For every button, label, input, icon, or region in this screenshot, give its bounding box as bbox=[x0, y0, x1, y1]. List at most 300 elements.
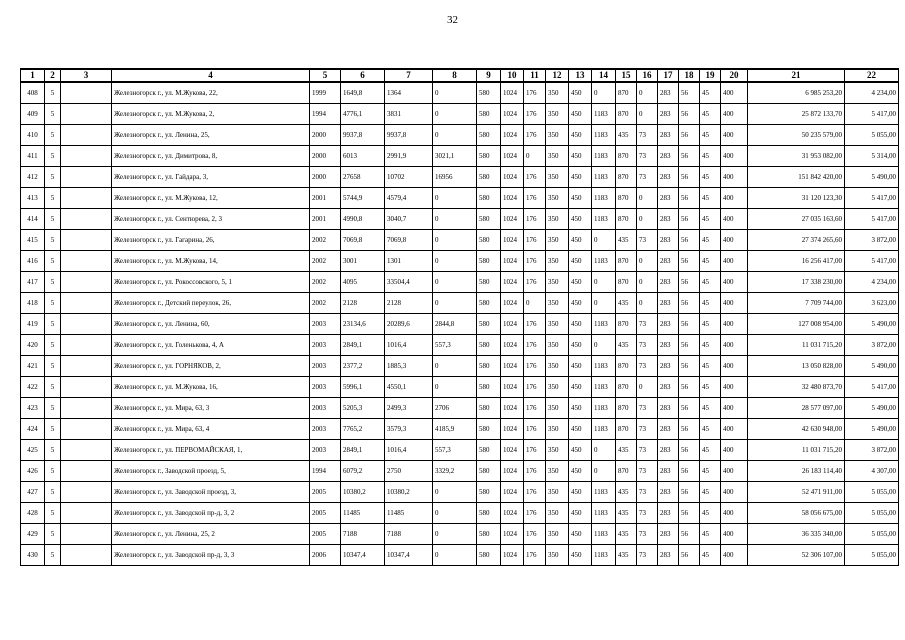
table-row bbox=[21, 125, 899, 146]
table-cell: 20289,6 bbox=[385, 314, 433, 335]
table-cell: 58 056 675,00 bbox=[748, 503, 845, 524]
table-cell: 5 417,00 bbox=[845, 188, 899, 209]
address-cell: Железногорск г., ул. Гагарина, 26, bbox=[112, 230, 310, 251]
table-cell: 0 bbox=[433, 188, 477, 209]
table-cell: 45 bbox=[700, 167, 721, 188]
table-cell bbox=[61, 545, 112, 566]
table-cell: 2005 bbox=[310, 503, 341, 524]
table-cell: 408 bbox=[21, 82, 45, 104]
table-cell bbox=[61, 272, 112, 293]
table-cell: 400 bbox=[721, 377, 748, 398]
table-cell: 870 bbox=[616, 398, 637, 419]
table-cell: 283 bbox=[658, 230, 679, 251]
address-cell: Железногорск г., ул. М.Жукова, 2, bbox=[112, 104, 310, 125]
table-cell: 1024 bbox=[501, 272, 524, 293]
table-cell: 400 bbox=[721, 209, 748, 230]
table-cell: 5 055,00 bbox=[845, 545, 899, 566]
column-header-10: 10 bbox=[501, 69, 524, 82]
table-row bbox=[21, 461, 899, 482]
table-cell: 424 bbox=[21, 419, 45, 440]
column-header-17: 17 bbox=[658, 69, 679, 82]
table-cell: 283 bbox=[658, 524, 679, 545]
table-cell: 400 bbox=[721, 125, 748, 146]
table-cell: 56 bbox=[679, 167, 700, 188]
table-row bbox=[21, 209, 899, 230]
table-cell: 283 bbox=[658, 167, 679, 188]
table-cell: 0 bbox=[433, 209, 477, 230]
table-cell: 425 bbox=[21, 440, 45, 461]
table-cell: 5 055,00 bbox=[845, 125, 899, 146]
table-cell: 5 bbox=[45, 314, 61, 335]
table-cell: 45 bbox=[700, 188, 721, 209]
table-cell bbox=[61, 503, 112, 524]
table-cell: 32 480 873,70 bbox=[748, 377, 845, 398]
table-cell: 5 bbox=[45, 524, 61, 545]
table-cell: 435 bbox=[616, 524, 637, 545]
register-table bbox=[20, 68, 899, 566]
table-row bbox=[21, 335, 899, 356]
table-cell: 0 bbox=[592, 272, 616, 293]
table-cell: 56 bbox=[679, 125, 700, 146]
table-cell: 10380,2 bbox=[385, 482, 433, 503]
table-cell: 2000 bbox=[310, 125, 341, 146]
table-cell: 283 bbox=[658, 398, 679, 419]
address-cell: Железногорск г., ул. Гайдара, 3, bbox=[112, 167, 310, 188]
table-cell: 5 314,00 bbox=[845, 146, 899, 167]
table-cell: 5 bbox=[45, 125, 61, 146]
table-cell: 283 bbox=[658, 82, 679, 104]
table-cell: 3021,1 bbox=[433, 146, 477, 167]
table-cell: 13 050 828,00 bbox=[748, 356, 845, 377]
table-cell: 5 417,00 bbox=[845, 377, 899, 398]
table-cell: 4776,1 bbox=[341, 104, 385, 125]
table-cell: 0 bbox=[433, 356, 477, 377]
table-cell: 7069,8 bbox=[341, 230, 385, 251]
table-cell: 45 bbox=[700, 272, 721, 293]
table-cell: 1024 bbox=[501, 209, 524, 230]
table-cell: 423 bbox=[21, 398, 45, 419]
column-header-22: 22 bbox=[845, 69, 899, 82]
table-cell: 27658 bbox=[341, 167, 385, 188]
header-row bbox=[21, 69, 899, 82]
table-cell: 176 bbox=[524, 356, 546, 377]
table-cell: 400 bbox=[721, 419, 748, 440]
table-cell: 45 bbox=[700, 209, 721, 230]
table-cell: 6013 bbox=[341, 146, 385, 167]
table-cell: 2003 bbox=[310, 314, 341, 335]
table-cell: 450 bbox=[569, 125, 592, 146]
table-cell: 0 bbox=[592, 440, 616, 461]
table-cell: 2003 bbox=[310, 398, 341, 419]
table-cell: 350 bbox=[546, 82, 569, 104]
table-row bbox=[21, 293, 899, 314]
column-header-15: 15 bbox=[616, 69, 637, 82]
table-cell: 400 bbox=[721, 146, 748, 167]
table-cell: 45 bbox=[700, 356, 721, 377]
table-cell: 11 031 715,20 bbox=[748, 335, 845, 356]
table-cell: 580 bbox=[477, 356, 501, 377]
table-cell: 73 bbox=[637, 503, 658, 524]
table-cell: 580 bbox=[477, 272, 501, 293]
table-cell: 1301 bbox=[385, 251, 433, 272]
table-cell: 283 bbox=[658, 545, 679, 566]
table-cell: 56 bbox=[679, 440, 700, 461]
table-cell: 450 bbox=[569, 230, 592, 251]
table-cell: 435 bbox=[616, 230, 637, 251]
table-cell: 2003 bbox=[310, 335, 341, 356]
table-cell: 870 bbox=[616, 356, 637, 377]
table-cell: 5 417,00 bbox=[845, 209, 899, 230]
table-cell: 5 055,00 bbox=[845, 503, 899, 524]
table-cell: 400 bbox=[721, 188, 748, 209]
table-cell: 4579,4 bbox=[385, 188, 433, 209]
table-cell: 45 bbox=[700, 377, 721, 398]
table-cell: 450 bbox=[569, 377, 592, 398]
table-cell: 415 bbox=[21, 230, 45, 251]
table-row bbox=[21, 314, 899, 335]
table-cell: 0 bbox=[433, 82, 477, 104]
table-cell: 580 bbox=[477, 188, 501, 209]
table-cell: 1994 bbox=[310, 461, 341, 482]
table-cell: 413 bbox=[21, 188, 45, 209]
table-cell: 580 bbox=[477, 104, 501, 125]
table-cell: 580 bbox=[477, 314, 501, 335]
table-cell: 0 bbox=[637, 293, 658, 314]
table-cell: 350 bbox=[546, 314, 569, 335]
table-cell: 9937,8 bbox=[385, 125, 433, 146]
table-row bbox=[21, 482, 899, 503]
table-cell: 73 bbox=[637, 314, 658, 335]
table-row bbox=[21, 104, 899, 125]
table-cell bbox=[61, 461, 112, 482]
table-cell: 5205,3 bbox=[341, 398, 385, 419]
table-row bbox=[21, 146, 899, 167]
table-cell: 283 bbox=[658, 293, 679, 314]
table-cell: 10347,4 bbox=[341, 545, 385, 566]
table-cell: 350 bbox=[546, 482, 569, 503]
column-header-5: 5 bbox=[310, 69, 341, 82]
table-cell: 73 bbox=[637, 419, 658, 440]
table-cell: 283 bbox=[658, 188, 679, 209]
table-cell: 0 bbox=[433, 377, 477, 398]
table-cell: 414 bbox=[21, 209, 45, 230]
table-cell: 1024 bbox=[501, 398, 524, 419]
table-cell: 2005 bbox=[310, 482, 341, 503]
table-cell bbox=[61, 188, 112, 209]
table-cell: 580 bbox=[477, 167, 501, 188]
table-cell: 45 bbox=[700, 398, 721, 419]
table-cell: 2002 bbox=[310, 251, 341, 272]
table-cell: 73 bbox=[637, 524, 658, 545]
table-cell bbox=[61, 209, 112, 230]
table-cell: 16956 bbox=[433, 167, 477, 188]
address-cell: Железногорск г., ул. Димитрова, 8, bbox=[112, 146, 310, 167]
table-cell: 400 bbox=[721, 82, 748, 104]
table-cell: 73 bbox=[637, 230, 658, 251]
table-cell: 56 bbox=[679, 524, 700, 545]
table-cell: 450 bbox=[569, 272, 592, 293]
table-cell: 176 bbox=[524, 398, 546, 419]
table-cell: 1999 bbox=[310, 82, 341, 104]
table-cell: 56 bbox=[679, 335, 700, 356]
table-cell: 73 bbox=[637, 545, 658, 566]
table-cell: 283 bbox=[658, 356, 679, 377]
table-cell: 1016,4 bbox=[385, 440, 433, 461]
table-cell: 450 bbox=[569, 545, 592, 566]
table-cell: 2001 bbox=[310, 209, 341, 230]
table-cell bbox=[61, 82, 112, 104]
table-cell: 350 bbox=[546, 167, 569, 188]
table-cell: 2377,2 bbox=[341, 356, 385, 377]
table-cell: 283 bbox=[658, 461, 679, 482]
column-header-18: 18 bbox=[679, 69, 700, 82]
table-cell: 73 bbox=[637, 440, 658, 461]
table-cell: 1024 bbox=[501, 461, 524, 482]
table-cell: 350 bbox=[546, 125, 569, 146]
table-cell: 400 bbox=[721, 356, 748, 377]
table-cell: 428 bbox=[21, 503, 45, 524]
table-cell: 56 bbox=[679, 503, 700, 524]
table-cell: 0 bbox=[433, 125, 477, 146]
address-cell: Железногорск г., ул. Голенькова, 4, А bbox=[112, 335, 310, 356]
table-cell: 1024 bbox=[501, 377, 524, 398]
table-cell: 1183 bbox=[592, 377, 616, 398]
table-cell bbox=[61, 482, 112, 503]
table-cell: 1649,8 bbox=[341, 82, 385, 104]
table-cell: 5 bbox=[45, 356, 61, 377]
table-cell: 5 490,00 bbox=[845, 356, 899, 377]
table-cell: 400 bbox=[721, 230, 748, 251]
table-cell: 176 bbox=[524, 461, 546, 482]
table-cell: 5 bbox=[45, 272, 61, 293]
table-cell: 2844,8 bbox=[433, 314, 477, 335]
table-cell: 4 234,00 bbox=[845, 82, 899, 104]
table-row bbox=[21, 167, 899, 188]
table-cell: 350 bbox=[546, 545, 569, 566]
table-cell: 283 bbox=[658, 272, 679, 293]
table-cell: 0 bbox=[433, 524, 477, 545]
table-cell: 0 bbox=[433, 545, 477, 566]
table-cell: 400 bbox=[721, 461, 748, 482]
table-cell: 400 bbox=[721, 398, 748, 419]
table-cell: 870 bbox=[616, 461, 637, 482]
table-cell: 870 bbox=[616, 272, 637, 293]
table-cell: 73 bbox=[637, 398, 658, 419]
table-cell: 2002 bbox=[310, 272, 341, 293]
table-cell: 1024 bbox=[501, 314, 524, 335]
address-cell: Железногорск г., Заводской проезд, 5, bbox=[112, 461, 310, 482]
address-cell: Железногорск г., Детский переулок, 26, bbox=[112, 293, 310, 314]
table-cell: 1024 bbox=[501, 167, 524, 188]
address-cell: Железногорск г., ул. Рокоссовского, 5, 1 bbox=[112, 272, 310, 293]
table-cell bbox=[61, 230, 112, 251]
table-cell: 7188 bbox=[385, 524, 433, 545]
table-cell: 435 bbox=[616, 545, 637, 566]
column-header-6: 6 bbox=[341, 69, 385, 82]
table-cell: 435 bbox=[616, 503, 637, 524]
table-cell: 283 bbox=[658, 419, 679, 440]
table-cell: 580 bbox=[477, 82, 501, 104]
table-cell: 3831 bbox=[385, 104, 433, 125]
table-cell: 45 bbox=[700, 419, 721, 440]
table-cell: 580 bbox=[477, 251, 501, 272]
table-cell: 419 bbox=[21, 314, 45, 335]
table-cell: 418 bbox=[21, 293, 45, 314]
table-cell: 450 bbox=[569, 482, 592, 503]
table-cell: 176 bbox=[524, 419, 546, 440]
table-cell: 1183 bbox=[592, 503, 616, 524]
table-cell: 1024 bbox=[501, 356, 524, 377]
address-cell: Железногорск г., ул. М.Жукова, 22, bbox=[112, 82, 310, 104]
table-cell: 28 577 097,00 bbox=[748, 398, 845, 419]
table-cell: 1183 bbox=[592, 356, 616, 377]
table-cell: 1024 bbox=[501, 230, 524, 251]
table-row bbox=[21, 503, 899, 524]
table-cell: 411 bbox=[21, 146, 45, 167]
table-cell: 283 bbox=[658, 251, 679, 272]
table-cell: 421 bbox=[21, 356, 45, 377]
address-cell: Железногорск г., ул. Мира, 63, 4 bbox=[112, 419, 310, 440]
table-cell: 4550,1 bbox=[385, 377, 433, 398]
table-cell: 435 bbox=[616, 482, 637, 503]
table-cell: 1024 bbox=[501, 293, 524, 314]
table-cell: 56 bbox=[679, 82, 700, 104]
table-cell: 4185,9 bbox=[433, 419, 477, 440]
table-cell: 56 bbox=[679, 461, 700, 482]
table-cell: 0 bbox=[637, 82, 658, 104]
table-cell: 350 bbox=[546, 524, 569, 545]
table-cell: 350 bbox=[546, 230, 569, 251]
table-cell: 400 bbox=[721, 503, 748, 524]
table-cell: 5996,1 bbox=[341, 377, 385, 398]
table-cell bbox=[61, 167, 112, 188]
table-cell: 450 bbox=[569, 146, 592, 167]
table-cell: 6079,2 bbox=[341, 461, 385, 482]
table-cell: 283 bbox=[658, 377, 679, 398]
table-cell: 870 bbox=[616, 167, 637, 188]
table-cell: 580 bbox=[477, 461, 501, 482]
table-cell: 176 bbox=[524, 272, 546, 293]
table-row bbox=[21, 272, 899, 293]
table-cell: 176 bbox=[524, 314, 546, 335]
table-cell: 1024 bbox=[501, 146, 524, 167]
table-cell: 400 bbox=[721, 167, 748, 188]
table-cell: 435 bbox=[616, 440, 637, 461]
table-cell: 2849,1 bbox=[341, 335, 385, 356]
table-row bbox=[21, 377, 899, 398]
table-cell: 45 bbox=[700, 503, 721, 524]
table-cell: 0 bbox=[592, 82, 616, 104]
table-cell: 283 bbox=[658, 482, 679, 503]
table-cell: 3001 bbox=[341, 251, 385, 272]
table-cell: 56 bbox=[679, 188, 700, 209]
table-cell: 450 bbox=[569, 524, 592, 545]
table-cell: 73 bbox=[637, 335, 658, 356]
table-cell: 0 bbox=[592, 461, 616, 482]
table-cell: 6 985 253,20 bbox=[748, 82, 845, 104]
table-cell: 3 872,00 bbox=[845, 230, 899, 251]
table-cell bbox=[61, 440, 112, 461]
column-header-1: 1 bbox=[21, 69, 45, 82]
table-cell: 2128 bbox=[341, 293, 385, 314]
table-cell: 2991,9 bbox=[385, 146, 433, 167]
table-cell: 3040,7 bbox=[385, 209, 433, 230]
table-row bbox=[21, 419, 899, 440]
table-cell: 283 bbox=[658, 104, 679, 125]
table-cell: 5 bbox=[45, 167, 61, 188]
table-cell bbox=[61, 314, 112, 335]
table-cell: 5 bbox=[45, 503, 61, 524]
table-cell: 176 bbox=[524, 104, 546, 125]
table-cell: 400 bbox=[721, 293, 748, 314]
address-cell: Железногорск г., ул. М.Жукова, 12, bbox=[112, 188, 310, 209]
table-cell bbox=[61, 125, 112, 146]
table-cell: 11485 bbox=[341, 503, 385, 524]
table-cell: 1364 bbox=[385, 82, 433, 104]
table-cell: 450 bbox=[569, 419, 592, 440]
table-cell: 10702 bbox=[385, 167, 433, 188]
table-cell: 417 bbox=[21, 272, 45, 293]
table-cell: 26 183 114,40 bbox=[748, 461, 845, 482]
table-cell: 3329,2 bbox=[433, 461, 477, 482]
table-cell: 420 bbox=[21, 335, 45, 356]
table-cell: 1994 bbox=[310, 104, 341, 125]
table-cell: 45 bbox=[700, 125, 721, 146]
table-cell: 56 bbox=[679, 293, 700, 314]
table-cell: 450 bbox=[569, 167, 592, 188]
table-row bbox=[21, 398, 899, 419]
table-cell: 350 bbox=[546, 440, 569, 461]
table-cell: 56 bbox=[679, 314, 700, 335]
table-cell: 176 bbox=[524, 188, 546, 209]
table-body bbox=[21, 82, 899, 566]
table-cell: 4 234,00 bbox=[845, 272, 899, 293]
table-cell: 3 872,00 bbox=[845, 440, 899, 461]
table-cell: 5 bbox=[45, 82, 61, 104]
table-cell: 0 bbox=[592, 335, 616, 356]
table-cell: 45 bbox=[700, 251, 721, 272]
table-cell: 580 bbox=[477, 293, 501, 314]
table-cell: 176 bbox=[524, 440, 546, 461]
table-cell: 350 bbox=[546, 188, 569, 209]
table-cell: 50 235 579,00 bbox=[748, 125, 845, 146]
table-cell: 73 bbox=[637, 356, 658, 377]
table-cell: 5 bbox=[45, 104, 61, 125]
column-header-2: 2 bbox=[45, 69, 61, 82]
table-cell: 45 bbox=[700, 314, 721, 335]
table-cell: 56 bbox=[679, 356, 700, 377]
table-cell: 7069,8 bbox=[385, 230, 433, 251]
table-cell: 52 471 911,00 bbox=[748, 482, 845, 503]
table-cell: 73 bbox=[637, 461, 658, 482]
table-cell: 11485 bbox=[385, 503, 433, 524]
table-cell: 1024 bbox=[501, 503, 524, 524]
table-cell: 56 bbox=[679, 545, 700, 566]
table-cell: 7 709 744,00 bbox=[748, 293, 845, 314]
table-cell: 1183 bbox=[592, 125, 616, 146]
table-cell: 350 bbox=[546, 272, 569, 293]
table-cell: 45 bbox=[700, 293, 721, 314]
table-cell: 5 bbox=[45, 146, 61, 167]
table-cell: 73 bbox=[637, 167, 658, 188]
table-cell: 0 bbox=[433, 272, 477, 293]
table-cell: 1183 bbox=[592, 419, 616, 440]
table-cell: 5 bbox=[45, 188, 61, 209]
table-cell: 1183 bbox=[592, 314, 616, 335]
table-cell: 350 bbox=[546, 293, 569, 314]
table-cell: 11 031 715,20 bbox=[748, 440, 845, 461]
table-cell: 25 872 133,70 bbox=[748, 104, 845, 125]
